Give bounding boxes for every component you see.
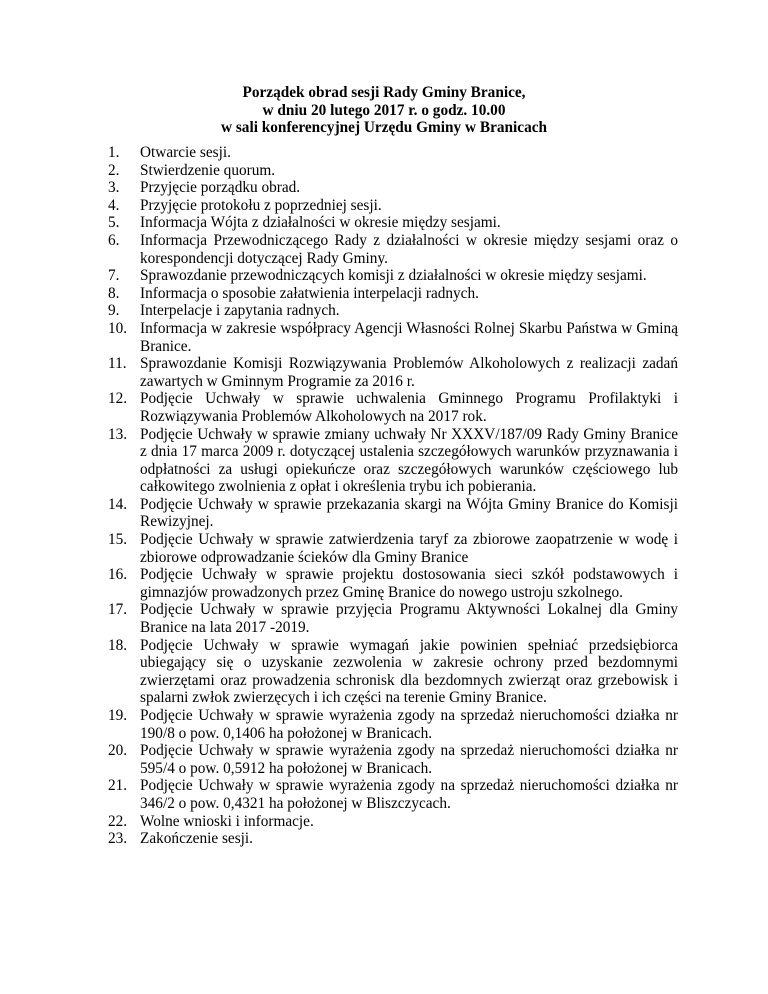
agenda-item bbox=[108, 637, 678, 707]
agenda-item-text: Przyjęcie porządku obrad. bbox=[140, 179, 301, 197]
title-line-3: w sali konferencyjnej Urzędu Gminy w Branicach bbox=[220, 119, 548, 137]
agenda-item bbox=[108, 232, 678, 267]
agenda-item-number: 17. bbox=[108, 601, 128, 619]
document-title bbox=[0, 84, 768, 137]
agenda-item bbox=[108, 162, 678, 180]
agenda-item-text: Informacja o sposobie załatwienia interpelacji radnych. bbox=[140, 284, 479, 302]
agenda-item bbox=[108, 813, 678, 831]
agenda-item-number: 23. bbox=[108, 830, 128, 848]
agenda-item-text: Informacja w zakresie współpracy Agencji Własności Rolnej Skarbu Państwa w Gminą Branice. bbox=[140, 319, 678, 355]
agenda-item-text: Informacja Wójta z działalności w okresie między sesjami. bbox=[140, 214, 501, 232]
agenda-item bbox=[108, 355, 678, 390]
agenda-item bbox=[108, 267, 678, 285]
agenda-item-number: 13. bbox=[108, 425, 128, 443]
agenda-item-text: Wolne wnioski i informacje. bbox=[140, 812, 314, 830]
agenda-item-text: Podjęcie Uchwały w sprawie wyrażenia zgody na sprzedaż nieruchomości działka nr 595/4 o pow. 0,5912 ha położonej w Branicach. bbox=[140, 742, 678, 777]
title-line-1: Porządek obrad sesji Rady Gminy Branice, bbox=[242, 84, 526, 101]
agenda-item-number: 15. bbox=[108, 531, 128, 549]
agenda-item-number: 8. bbox=[108, 284, 120, 302]
agenda-item-text: Podjęcie Uchwały w sprawie przekazania skargi na Wójta Gminy Branice do Komisji Rewizyjnej. bbox=[140, 495, 678, 531]
agenda-item bbox=[108, 390, 678, 425]
agenda-list bbox=[108, 144, 678, 848]
agenda-item-number: 4. bbox=[108, 196, 120, 214]
agenda-item-number: 11. bbox=[108, 355, 127, 373]
agenda-item-number: 18. bbox=[108, 636, 128, 654]
agenda-item bbox=[108, 496, 678, 531]
agenda-item-number: 16. bbox=[108, 566, 128, 584]
agenda-item-text: Podjęcie Uchwały w sprawie wyrażenia zgody na sprzedaż nieruchomości działka nr 190/8 o pow. 0,1406 ha położonej w Branicach. bbox=[140, 707, 678, 742]
title-line-2: w dniu 20 lutego 2017 r. o godz. 10.00 bbox=[262, 101, 506, 119]
agenda-item bbox=[108, 144, 678, 162]
agenda-item bbox=[108, 742, 678, 777]
agenda-item-text: Podjęcie Uchwały w sprawie wymagań jakie powinien spełniać przedsiębiorca ubiegający się o uzyskanie zezwolenia w zakresie ochrony przed bezdomnymi zwierzętami oraz prowadzenia schronisk dla bezdomnych zwierząt oraz grzebowisk i spalarni zwłok zwierzęcych i ich części na terenie Gminy Branice. bbox=[140, 636, 678, 707]
agenda-item bbox=[108, 197, 678, 215]
agenda-item-number: 19. bbox=[108, 707, 128, 724]
agenda-item-number: 1. bbox=[108, 144, 120, 161]
agenda-item-text: Podjęcie Uchwały w sprawie wyrażenia zgody na sprzedaż nieruchomości działka nr 346/2 o pow. 0,4321 ha położonej w Bliszczycach. bbox=[140, 777, 678, 812]
agenda-item-number: 22. bbox=[108, 812, 128, 830]
agenda-item bbox=[108, 285, 678, 303]
agenda-item-text: Przyjęcie protokołu z poprzedniej sesji. bbox=[140, 196, 382, 214]
agenda-item bbox=[108, 214, 678, 232]
agenda-item-number: 9. bbox=[108, 302, 120, 320]
agenda-item-number: 7. bbox=[108, 267, 120, 285]
agenda-item-text: Sprawozdanie przewodniczących komisji z działalności w okresie między sesjami. bbox=[140, 267, 647, 285]
agenda-item-number: 20. bbox=[108, 742, 128, 760]
agenda-item-number: 6. bbox=[108, 231, 120, 249]
agenda-item bbox=[108, 302, 678, 320]
agenda-item-text: Interpelacje i zapytania radnych. bbox=[140, 302, 340, 320]
agenda-item bbox=[108, 830, 678, 848]
agenda-item bbox=[108, 426, 678, 496]
agenda-item-text: Informacja Przewodniczącego Rady z działalności w okresie między sesjami oraz o korespondencji dotyczącej Rady Gminy. bbox=[140, 231, 678, 267]
agenda-item-number: 3. bbox=[108, 179, 120, 197]
agenda-item-text: Zakończenie sesji. bbox=[140, 830, 253, 848]
agenda-item-number: 5. bbox=[108, 214, 120, 232]
agenda-item bbox=[108, 320, 678, 355]
agenda-item-number: 21. bbox=[108, 777, 128, 795]
agenda-item-text: Podjęcie Uchwały w sprawie uchwalenia Gminnego Programu Profilaktyki i Rozwiązywania Problemów Alkoholowych na 2017 rok. bbox=[140, 390, 678, 425]
agenda-item bbox=[108, 707, 678, 742]
agenda-item bbox=[108, 777, 678, 812]
agenda-item bbox=[108, 601, 678, 636]
agenda-item-text: Sprawozdanie Komisji Rozwiązywania Problemów Alkoholowych z realizacji zadań zawartych w Gminnym Programie za 2016 r. bbox=[140, 355, 678, 390]
agenda-item-number: 10. bbox=[108, 319, 128, 337]
agenda-item-text: Stwierdzenie quorum. bbox=[140, 161, 276, 179]
agenda-item-number: 12. bbox=[108, 390, 128, 408]
agenda-item-text: Podjęcie Uchwały w sprawie zatwierdzenia taryf za zbiorowe zaopatrzenie w wodę i zbiorowe odprowadzanie ścieków dla Gminy Branice bbox=[140, 531, 678, 566]
agenda-item bbox=[108, 179, 678, 197]
agenda-item-text: Otwarcie sesji. bbox=[140, 144, 231, 161]
agenda-item-text: Podjęcie Uchwały w sprawie projektu dostosowania sieci szkół podstawowych i gimnazjów prowadzonych przez Gminę Branice do nowego ustroju szkolnego. bbox=[140, 566, 678, 601]
agenda-item-text: Podjęcie Uchwały w sprawie przyjęcia Programu Aktywności Lokalnej dla Gminy Branice na lata 2017 -2019. bbox=[140, 601, 678, 637]
agenda-item-text: Podjęcie Uchwały w sprawie zmiany uchwały Nr XXXV/187/09 Rady Gminy Branice z dnia 17 marca 2009 r. dotyczącej ustalenia szczegółowych warunków przyznawania i odpłatności za usługi opiekuńcze oraz szczegółowych warunków częściowego lub całkowitego zwolnienia z opłat i określenia trybu ich pobierania. bbox=[140, 425, 678, 496]
agenda-item bbox=[108, 566, 678, 601]
agenda-item bbox=[108, 531, 678, 566]
agenda-item-number: 14. bbox=[108, 495, 128, 513]
agenda-item-number: 2. bbox=[108, 161, 120, 179]
